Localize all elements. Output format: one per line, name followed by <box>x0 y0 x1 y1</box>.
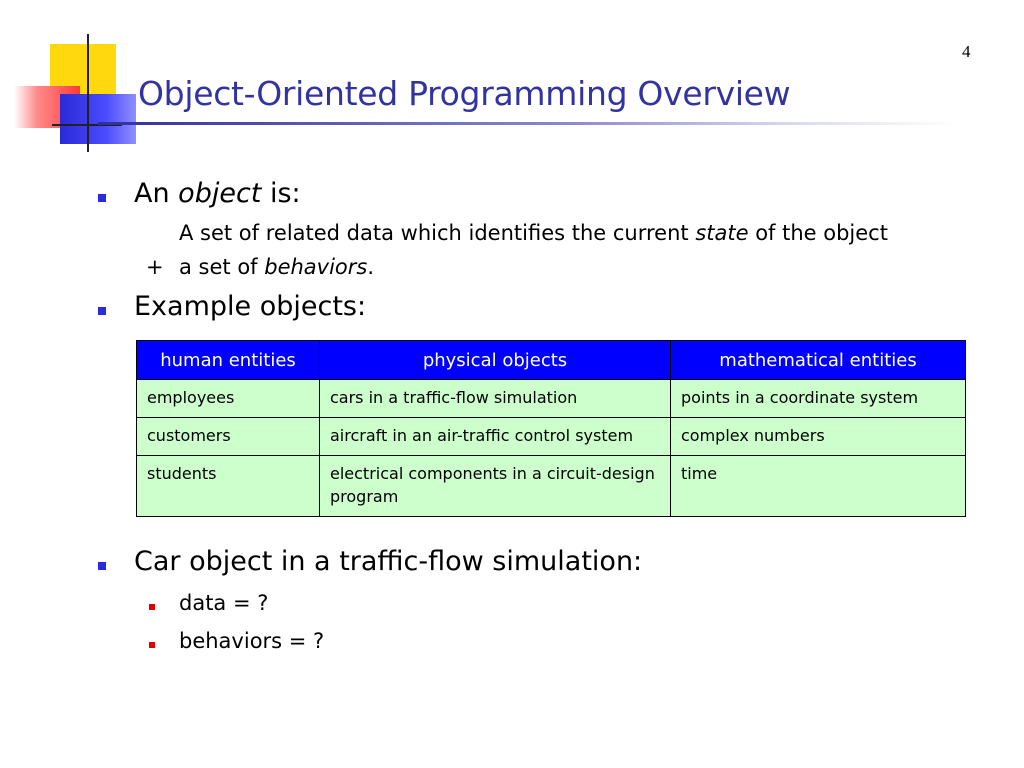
table-cell: electrical components in a circuit-design program <box>320 456 671 517</box>
table-cell: students <box>137 456 320 517</box>
sub-bullet-data: data = ? <box>179 591 269 615</box>
line2-suffix: . <box>367 255 375 279</box>
table-row <box>137 456 966 517</box>
line1-prefix: A set of related data which identifies the current <box>179 221 696 245</box>
sub-bullet-behaviors: behaviors = ? <box>179 629 325 653</box>
bullet-car-object: Car object in a traffic-flow simulation: <box>134 546 643 577</box>
logo-blue-square <box>60 94 136 144</box>
plus-sign: + <box>146 255 164 279</box>
table-header-cell: mathematical entities <box>671 341 966 380</box>
line1-suffix: of the object <box>748 221 888 245</box>
line1-emphasis: state <box>695 221 749 245</box>
table-header-cell: physical objects <box>320 341 671 380</box>
bullet1-emphasis: object <box>178 178 262 209</box>
table-cell: aircraft in an air-traffic control system <box>320 418 671 456</box>
definition-line-state <box>179 221 888 245</box>
table-row <box>137 418 966 456</box>
sub-bullet-square-icon <box>149 604 155 610</box>
bullet-example-objects: Example objects: <box>134 291 367 322</box>
slide-title: Object-Oriented Programming Overview <box>138 74 791 113</box>
example-objects-table <box>136 340 966 517</box>
bullet1-suffix: is: <box>261 178 301 209</box>
table-cell: employees <box>137 380 320 418</box>
table-header-cell: human entities <box>137 341 320 380</box>
table-cell: customers <box>137 418 320 456</box>
line2-emphasis: behaviors <box>264 255 368 279</box>
bullet-object-definition <box>134 178 301 209</box>
definition-line-behaviors <box>179 255 374 279</box>
table-cell: cars in a traffic-flow simulation <box>320 380 671 418</box>
bullet-square-icon <box>98 307 106 315</box>
title-underline <box>98 122 958 125</box>
bullet-square-icon <box>98 562 106 570</box>
table-cell: time <box>671 456 966 517</box>
logo-vertical-line <box>87 34 89 152</box>
sub-bullet-square-icon <box>149 642 155 648</box>
table-row <box>137 380 966 418</box>
bullet-square-icon <box>98 194 106 202</box>
line2-prefix: a set of <box>179 255 265 279</box>
slide-logo <box>0 0 140 160</box>
table-cell: complex numbers <box>671 418 966 456</box>
page-number: 4 <box>962 42 971 61</box>
bullet1-prefix: An <box>134 178 179 209</box>
table-header-row <box>137 341 966 380</box>
table-cell: points in a coordinate system <box>671 380 966 418</box>
